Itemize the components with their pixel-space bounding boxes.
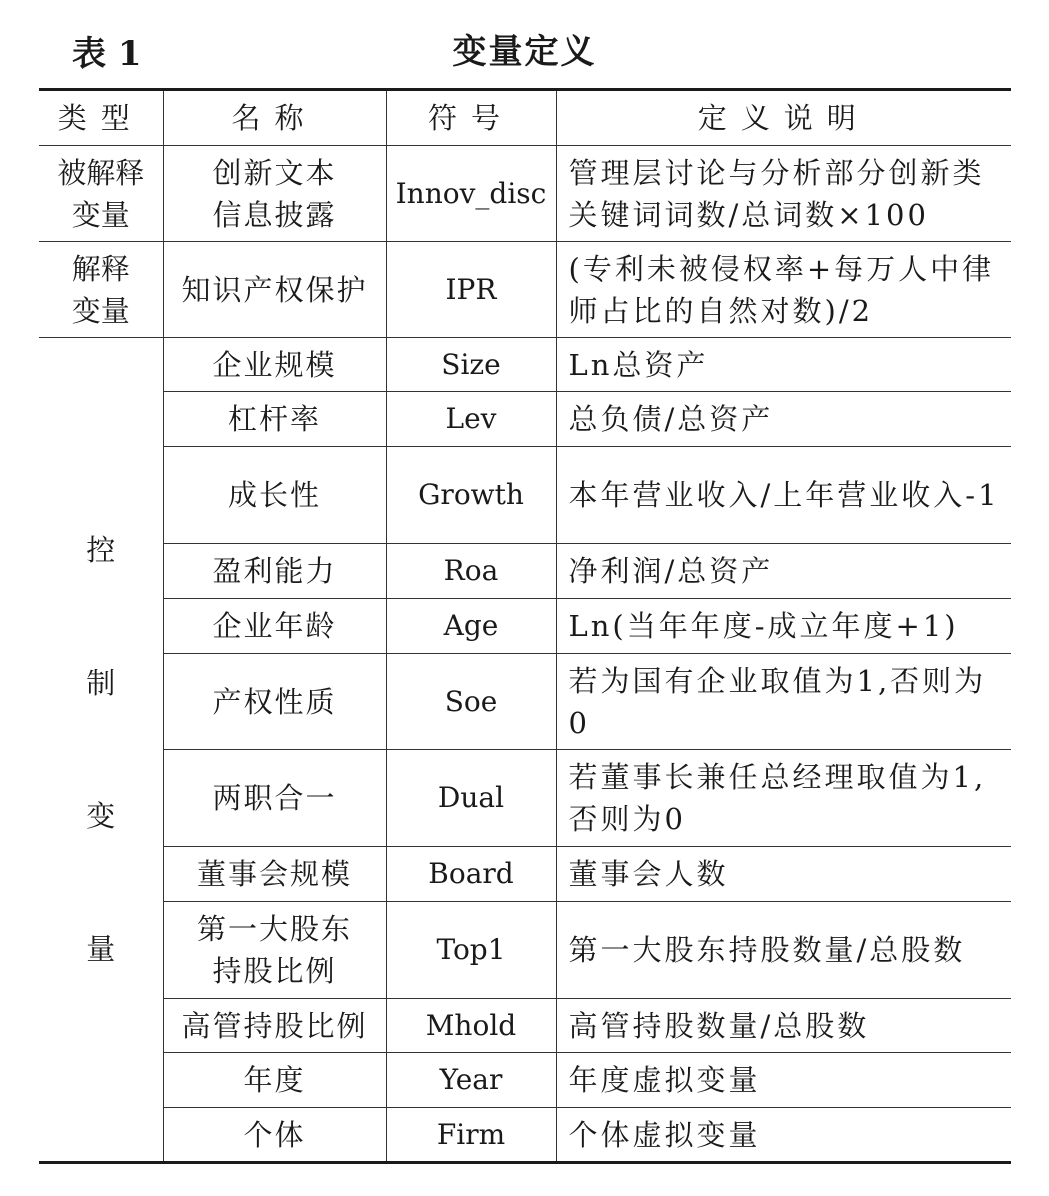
header-definition: 定义说明 — [556, 90, 1011, 146]
name-cell: 杠杆率 — [163, 392, 386, 447]
table-number: 表 1 — [72, 34, 142, 74]
type-label: 控制变量 — [86, 532, 116, 966]
definition-cell: Ln(当年年度-成立年度+1) — [556, 599, 1011, 654]
table-row — [39, 847, 1011, 902]
type-cell — [39, 242, 163, 338]
definition-cell: 若董事长兼任总经理取值为1,否则为0 — [556, 750, 1011, 847]
definition-cell: (专利未被侵权率+每万人中律师占比的自然对数)/2 — [556, 242, 1011, 338]
definition-cell: 个体虚拟变量 — [556, 1108, 1011, 1163]
symbol-cell: Size — [386, 338, 556, 392]
table-row — [39, 338, 1011, 392]
definition-cell: 管理层讨论与分析部分创新类关键词词数/总词数×100 — [556, 146, 1011, 242]
name-cell: 企业年龄 — [163, 599, 386, 654]
symbol-cell: Dual — [386, 750, 556, 847]
table-row — [39, 242, 1011, 338]
header-row — [39, 90, 1011, 146]
name-cell: 两职合一 — [163, 750, 386, 847]
table-row — [39, 146, 1011, 242]
header-name: 名称 — [163, 90, 386, 146]
header-symbol: 符号 — [386, 90, 556, 146]
table-row — [39, 902, 1011, 999]
table-row — [39, 392, 1011, 447]
name-cell: 盈利能力 — [163, 544, 386, 599]
variable-definition-table — [39, 88, 1011, 1164]
name-cell: 年度 — [163, 1053, 386, 1108]
name-cell: 董事会规模 — [163, 847, 386, 902]
name-cell: 个体 — [163, 1108, 386, 1163]
symbol-cell: Lev — [386, 392, 556, 447]
name-label: 第一大股东持股比例 — [196, 912, 352, 988]
symbol-cell: Roa — [386, 544, 556, 599]
table-row — [39, 999, 1011, 1053]
table-row — [39, 750, 1011, 847]
name-cell — [163, 902, 386, 999]
name-cell — [163, 146, 386, 242]
symbol-cell: Soe — [386, 654, 556, 750]
definition-cell: 高管持股数量/总股数 — [556, 999, 1011, 1053]
name-cell: 产权性质 — [163, 654, 386, 750]
table-row — [39, 599, 1011, 654]
definition-cell: 净利润/总资产 — [556, 544, 1011, 599]
definition-cell: Ln总资产 — [556, 338, 1011, 392]
symbol-cell: Firm — [386, 1108, 556, 1163]
type-cell — [39, 146, 163, 242]
symbol-cell: Growth — [386, 447, 556, 544]
header-type: 类型 — [39, 90, 163, 146]
definition-cell: 董事会人数 — [556, 847, 1011, 902]
name-cell: 成长性 — [163, 447, 386, 544]
definition-cell: 总负债/总资产 — [556, 392, 1011, 447]
table-row — [39, 1053, 1011, 1108]
name-cell: 高管持股比例 — [163, 999, 386, 1053]
table-row — [39, 447, 1011, 544]
definition-cell: 第一大股东持股数量/总股数 — [556, 902, 1011, 999]
symbol-cell: Year — [386, 1053, 556, 1108]
symbol-cell: Board — [386, 847, 556, 902]
type-label: 被解释变量 — [57, 155, 145, 232]
symbol-cell: IPR — [386, 242, 556, 338]
symbol-cell: Top1 — [386, 902, 556, 999]
name-cell: 企业规模 — [163, 338, 386, 392]
symbol-cell: Age — [386, 599, 556, 654]
table-row — [39, 654, 1011, 750]
name-cell: 知识产权保护 — [163, 242, 386, 338]
type-cell-control — [39, 338, 163, 1163]
definition-cell: 年度虚拟变量 — [556, 1053, 1011, 1108]
table-title: 变量定义 — [452, 32, 597, 72]
symbol-cell: Mhold — [386, 999, 556, 1053]
symbol-cell: Innov_disc — [386, 146, 556, 242]
table-row — [39, 544, 1011, 599]
type-label: 解释变量 — [71, 251, 130, 328]
table-row — [39, 1108, 1011, 1163]
definition-cell: 若为国有企业取值为1,否则为0 — [556, 654, 1011, 750]
name-label: 创新文本信息披露 — [212, 155, 337, 232]
definition-cell: 本年营业收入/上年营业收入-1 — [556, 447, 1011, 544]
